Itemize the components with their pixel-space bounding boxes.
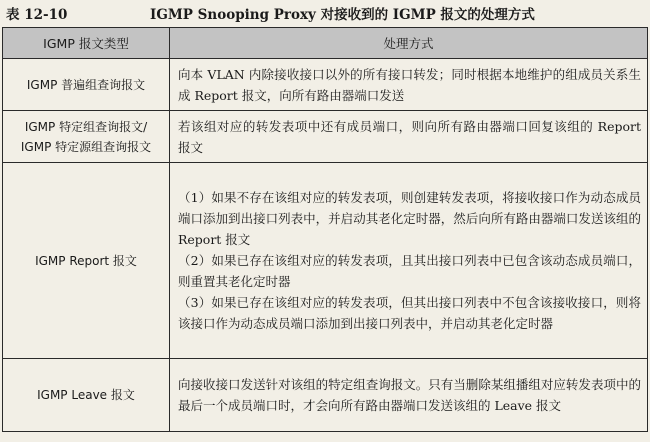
- message-type-cell: [3, 163, 170, 359]
- handling-method-text: 向接收接口发送针对该组的特定组查询报文。只有当删除某组播组对应转发表项中的最后一个成员端口时，才会向所有路由器端口发送该组的 Leave 报文: [178, 377, 641, 413]
- table-title: IGMP Snooping Proxy 对接收到的 IGMP 报文的处理方式: [150, 7, 535, 23]
- message-type-cell: [3, 59, 170, 111]
- table-row: [3, 111, 648, 163]
- header-message-type: IGMP 报文类型: [3, 28, 170, 59]
- handling-method-cell: [170, 359, 648, 432]
- message-type-cell: [3, 111, 170, 163]
- message-type-text: IGMP 特定组查询报文/: [24, 119, 148, 134]
- header-handling-method: 处理方式: [170, 28, 648, 59]
- handling-method-cell: [170, 111, 648, 163]
- handling-method-text: （3）如果已存在该组对应的转发表项，但其出接口列表中不包含该接收接口，则将该接口作为动态成员端口添加到出接口列表中，并启动其老化定时器: [178, 295, 641, 331]
- handling-method-cell: [170, 163, 648, 359]
- igmp-message-table: [2, 27, 648, 432]
- message-type-text: IGMP 特定源组查询报文: [20, 139, 152, 154]
- handling-method-text: 向本 VLAN 内除接收接口以外的所有接口转发；同时根据本地维护的组成员关系生成 Report 报文，向所有路由器端口发送: [178, 66, 641, 103]
- table-row: [3, 359, 648, 432]
- handling-method-text: （1）如果不存在该组对应的转发表项，则创建转发表项，将接收接口作为动态成员端口添加到出接口列表中，并启动其老化定时器，然后向所有路由器端口发送该组的 Report 报文: [178, 190, 641, 247]
- table-row: [3, 163, 648, 359]
- handling-method-cell: [170, 59, 648, 111]
- handling-method-text: （2）如果已存在该组对应的转发表项，且其出接口列表中已包含该动态成员端口，则重置其老化定时器: [178, 253, 641, 289]
- message-type-text: IGMP Report 报文: [35, 253, 137, 268]
- table-number: 表 12-10: [6, 7, 68, 23]
- message-type-text: IGMP 普遍组查询报文: [26, 77, 146, 92]
- table-row: [3, 59, 648, 111]
- message-type-cell: [3, 359, 170, 432]
- table-header-row: [3, 28, 648, 59]
- message-type-text: IGMP Leave 报文: [37, 388, 135, 402]
- table-caption: [0, 4, 650, 26]
- handling-method-text: 若该组对应的转发表项中还有成员端口，则向所有路由器端口回复该组的 Report 报文: [178, 118, 641, 155]
